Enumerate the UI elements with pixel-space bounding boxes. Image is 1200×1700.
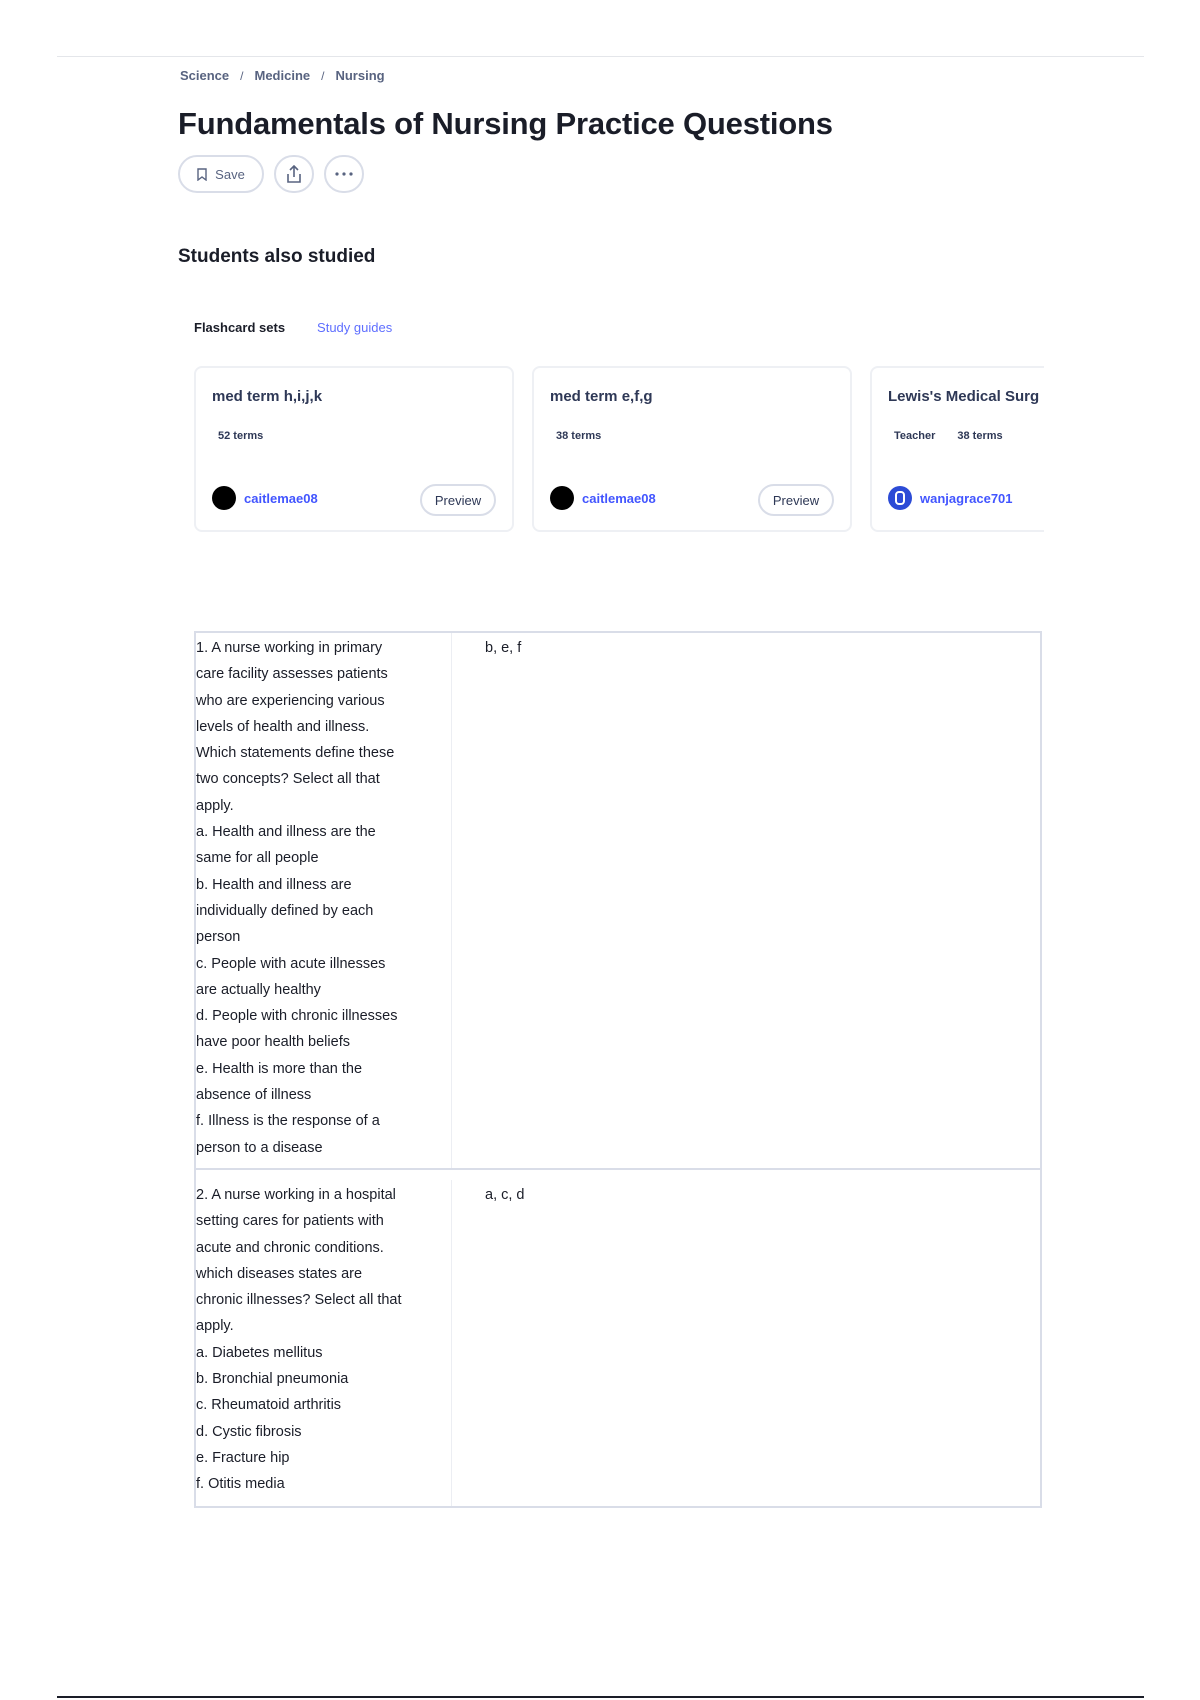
card-meta bbox=[218, 430, 263, 442]
top-divider bbox=[57, 56, 1144, 57]
answer-cell: a, c, d bbox=[485, 1187, 525, 1203]
share-button[interactable] bbox=[274, 155, 314, 193]
study-set-card[interactable] bbox=[870, 366, 1044, 532]
question-line: f. Otitis media bbox=[196, 1476, 285, 1493]
card-author bbox=[550, 486, 656, 510]
term-count: 38 terms bbox=[556, 430, 602, 442]
author-name[interactable]: caitlemae08 bbox=[244, 490, 318, 506]
breadcrumb-separator: / bbox=[321, 68, 325, 83]
breadcrumb-separator: / bbox=[240, 68, 244, 83]
question-line: apply. bbox=[196, 1318, 234, 1335]
more-icon bbox=[335, 172, 353, 176]
question-line: absence of illness bbox=[196, 1087, 312, 1104]
question-line: person bbox=[196, 929, 241, 946]
author-name[interactable]: wanjagrace701 bbox=[920, 490, 1013, 506]
question-line: d. Cystic fibrosis bbox=[196, 1423, 302, 1440]
bottom-divider bbox=[57, 1696, 1144, 1698]
question-line: setting cares for patients with bbox=[196, 1213, 384, 1230]
tab-flashcard-sets[interactable]: Flashcard sets bbox=[194, 320, 286, 335]
more-options-button[interactable] bbox=[324, 155, 364, 193]
question-line: d. People with chronic illnesses bbox=[196, 1008, 398, 1025]
question-line: two concepts? Select all that bbox=[196, 771, 380, 788]
card-title: med term h,i,j,k bbox=[212, 388, 323, 405]
question-line: acute and chronic conditions. bbox=[196, 1239, 384, 1256]
page-title: Fundamentals of Nursing Practice Questions bbox=[178, 106, 833, 141]
question-line: 2. A nurse working in a hospital bbox=[196, 1187, 396, 1203]
table-row bbox=[196, 1170, 1040, 1506]
breadcrumb bbox=[180, 68, 385, 83]
tab-study-guides[interactable]: Study guides bbox=[317, 320, 393, 335]
question-cell bbox=[196, 633, 452, 1168]
question-line: f. Illness is the response of a bbox=[196, 1113, 380, 1130]
avatar bbox=[888, 486, 912, 510]
save-label: Save bbox=[215, 166, 245, 182]
question-line: a. Health and illness are the bbox=[196, 824, 376, 841]
question-cell bbox=[196, 1180, 452, 1506]
save-button[interactable] bbox=[178, 155, 264, 193]
question-line: are actually healthy bbox=[196, 981, 321, 998]
action-bar bbox=[178, 155, 364, 193]
question-line: apply. bbox=[196, 797, 234, 814]
question-line: person to a disease bbox=[196, 1139, 323, 1156]
question-line: Which statements define these bbox=[196, 745, 395, 762]
card-meta bbox=[556, 430, 601, 442]
study-set-carousel bbox=[194, 366, 1044, 536]
question-line: chronic illnesses? Select all that bbox=[196, 1292, 402, 1309]
question-line: which diseases states are bbox=[196, 1265, 363, 1282]
question-line: care facility assesses patients bbox=[196, 666, 388, 683]
card-meta bbox=[894, 430, 1003, 442]
question-line: who are experiencing various bbox=[196, 692, 385, 709]
question-line: e. Fracture hip bbox=[196, 1449, 290, 1466]
card-title: med term e,f,g bbox=[550, 388, 653, 405]
author-name[interactable]: caitlemae08 bbox=[582, 490, 656, 506]
question-line: 1. A nurse working in primary bbox=[196, 640, 383, 656]
preview-button[interactable]: Preview bbox=[758, 484, 834, 516]
question-line: individually defined by each bbox=[196, 902, 374, 919]
study-set-card[interactable] bbox=[194, 366, 514, 532]
preview-button[interactable]: Preview bbox=[420, 484, 496, 516]
table-row bbox=[196, 633, 1040, 1170]
question-line: have poor health beliefs bbox=[196, 1034, 350, 1051]
share-icon bbox=[286, 165, 302, 183]
teacher-badge: Teacher bbox=[894, 430, 936, 442]
bookmark-icon bbox=[197, 168, 207, 181]
question-line: b. Bronchial pneumonia bbox=[196, 1371, 349, 1388]
answer-cell: b, e, f bbox=[485, 640, 522, 656]
breadcrumb-medicine[interactable]: Medicine bbox=[254, 68, 311, 83]
question-line: same for all people bbox=[196, 850, 319, 867]
question-line: c. People with acute illnesses bbox=[196, 955, 386, 972]
question-line: e. Health is more than the bbox=[196, 1060, 363, 1077]
tab-bar bbox=[194, 320, 392, 335]
term-count: 52 terms bbox=[218, 430, 264, 442]
avatar bbox=[550, 486, 574, 510]
card-author bbox=[212, 486, 318, 510]
card-title: Lewis's Medical Surg bbox=[888, 388, 1040, 405]
question-line: levels of health and illness. bbox=[196, 718, 370, 735]
question-line: a. Diabetes mellitus bbox=[196, 1344, 323, 1361]
section-title: Students also studied bbox=[178, 246, 376, 267]
card-author bbox=[888, 486, 1013, 510]
study-set-card[interactable] bbox=[532, 366, 852, 532]
breadcrumb-nursing[interactable]: Nursing bbox=[335, 68, 385, 83]
question-line: b. Health and illness are bbox=[196, 876, 352, 893]
avatar bbox=[212, 486, 236, 510]
qa-table bbox=[194, 631, 1042, 1508]
question-line: c. Rheumatoid arthritis bbox=[196, 1397, 342, 1414]
breadcrumb-science[interactable]: Science bbox=[180, 68, 230, 83]
term-count: 38 terms bbox=[957, 430, 1003, 442]
